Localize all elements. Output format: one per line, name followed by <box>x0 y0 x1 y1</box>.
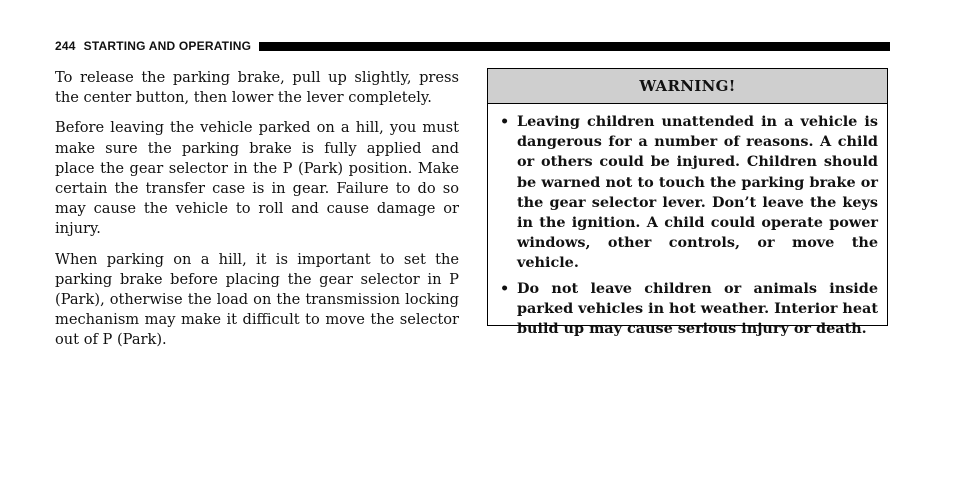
warning-box <box>487 68 888 338</box>
page-header <box>55 38 890 54</box>
warning-list <box>488 104 887 339</box>
paragraph-release-brake: To release the parking brake, pull up slightly, press the center button, then lower the lever completely. <box>55 69 459 107</box>
bullet-icon: • <box>500 279 510 297</box>
header-rule <box>259 42 890 51</box>
paragraph-hill-procedure: When parking on a hill, it is important to set the parking brake before placing the gear selector in P (Park), otherwise the load on the transmission locking mechanism may make it difficult to move the selector out of P (Park). <box>55 250 459 349</box>
warning-item-text: Leaving children unattended in a vehicle is dangerous for a number of reasons. A child or others could be injured. Children should be warned not to touch the parking brake or the gear selector lever. Don’t leave the keys in the ignition. A child could operate power windows, other controls, or move the vehicle. <box>517 113 878 272</box>
warning-item-text: Do not leave children or animals inside parked vehicles in hot weather. Interior heat build up may cause serious injury or death. <box>517 279 879 338</box>
warning-item <box>500 112 878 274</box>
page-number: 244 <box>55 39 76 53</box>
body-text-column <box>55 68 459 361</box>
warning-title: WARNING! <box>488 69 887 104</box>
section-title: STARTING AND OPERATING <box>83 39 252 53</box>
bullet-icon: • <box>500 113 510 130</box>
warning-item <box>500 279 878 340</box>
paragraph-parking-hill: Before leaving the vehicle parked on a hill, you must make sure the parking brake is fully applied and place the gear selector in the P (Park) position. Make certain the transfer case is in gear. Failure to do so may cause the vehicle to roll and cause damage or injury. <box>55 119 459 238</box>
